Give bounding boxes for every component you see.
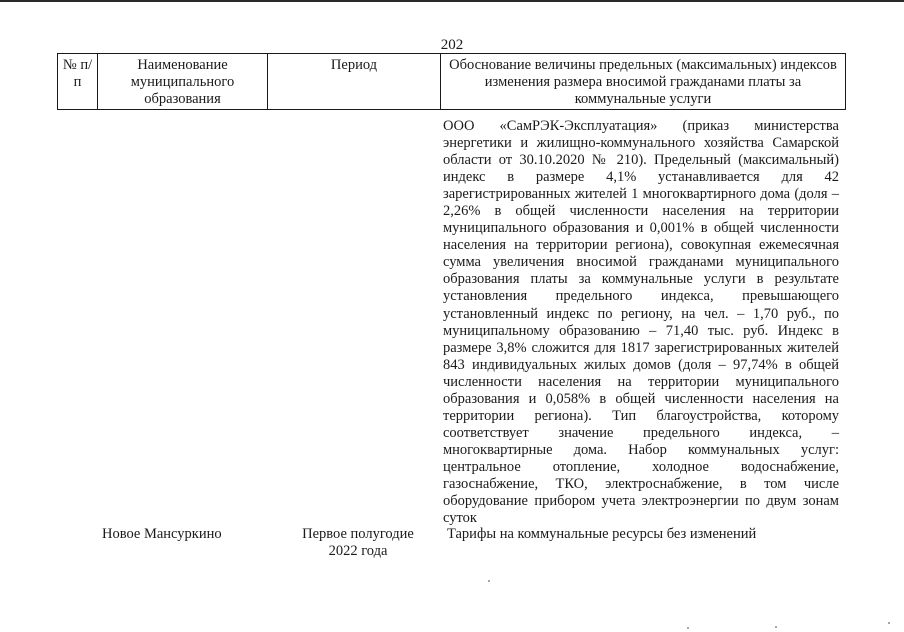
scan-speck	[488, 580, 490, 582]
header-basis-column: Обоснование величины предельных (максимальных) индексов изменения размера вносимой гражданами платы за коммунальные услуги	[441, 54, 846, 110]
municipality-name: Новое Мансуркино	[102, 526, 222, 542]
header-name-column: Наименование муниципального образования	[98, 54, 268, 110]
period	[272, 526, 444, 560]
row-basis-text: ООО «СамРЭК-Эксплуатация» (приказ министерства энергетики и жилищно-коммунального хозяйства Самарской области от 30.10.2020 № 210). Предельный (максимальный) индекс в размере 4,1% устанавливается для 42 зарегистрированных жителей 1 многоквартирного дома (доля – 2,26% в общей численности населения на территории муниципального образования и 0,001% в общей численности населения на территории региона), совокупная ежемесячная сумма увеличения вносимой гражданами муниципального образования платы за коммунальные услуги в результате установления предельного индекса, превышающего установленный индекс по региону, на чел. – 1,70 руб., по муниципальному образованию – 71,40 тыс. руб. Индекс в размере 3,8% сложится для 1817 зарегистрированных жителей 843 индивидуальных жилых домов (доля – 97,74% в общей численности населения на территории муниципального образования и 0,058% в общей численности населения на территории региона). Тип благоустройства, которому соответствует значение предельного индекса, – многоквартирные дома. Набор коммунальных услуг: центральное отопление, холодное водоснабжение, газоснабжение, ТКО, электроснабжение, в том числе оборудование прибором учета электроэнергии по двум зонам суток	[443, 118, 839, 527]
table-header	[57, 53, 846, 110]
scan-speck	[775, 626, 777, 628]
top-border-line	[0, 0, 904, 2]
period-line-2: 2022 года	[328, 543, 388, 559]
period-line-1: Первое полугодие	[302, 526, 414, 542]
row-basis-text-2: Тарифы на коммунальные ресурсы без изменений	[447, 526, 757, 542]
scan-speck	[888, 622, 890, 624]
header-period-column: Период	[268, 54, 441, 110]
page-number: 202	[440, 37, 464, 53]
scan-speck	[687, 627, 689, 629]
header-number-column: № п/п	[58, 54, 98, 110]
